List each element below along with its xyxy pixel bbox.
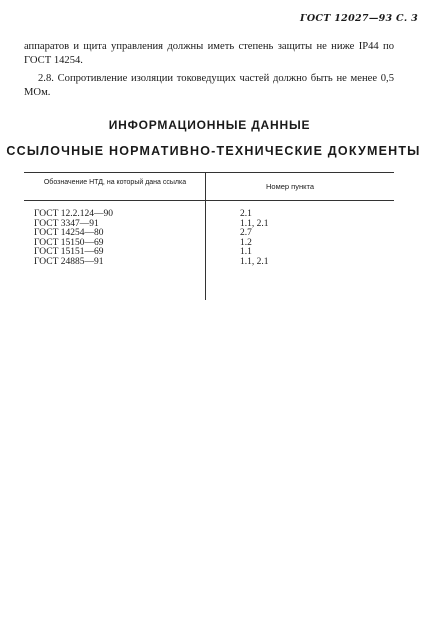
table-cell-clause: 1.1, 2.1 xyxy=(240,218,269,229)
table-cell-clause: 1.1 xyxy=(240,247,252,257)
table-cell-doc: ГОСТ 12.2.124—90 xyxy=(34,209,113,219)
table-cell-doc: ГОСТ 14254—80 xyxy=(34,228,104,238)
table-header-clause: Номер пункта xyxy=(265,182,314,191)
paragraph-2-8: 2.8. Сопротивление изоляции токоведущих частей должно быть не менее 0,5 МОм. xyxy=(24,73,394,98)
table-cell-doc: ГОСТ 15150—69 xyxy=(34,237,104,248)
table-cell-doc: ГОСТ 24885—91 xyxy=(34,256,104,267)
info-subtitle: ССЫЛОЧНЫЕ НОРМАТИВНО-ТЕХНИЧЕСКИЕ ДОКУМЕНТЫ xyxy=(6,144,421,158)
table-column-clauses xyxy=(240,210,269,267)
table-cell-clause: 2.7 xyxy=(240,228,252,238)
table-column-divider xyxy=(205,172,206,300)
table-cell-clause: 2.1 xyxy=(240,209,252,219)
table-cell-doc: ГОСТ 15151—69 xyxy=(34,247,104,257)
paragraph-ip44: аппаратов и щита управления должны иметь степень защиты не ниже IP44 по ГОСТ 14254. xyxy=(24,41,394,66)
running-header: ГОСТ 12027—93 С. 3 xyxy=(300,13,419,24)
table-cell-clause: 1.1, 2.1 xyxy=(240,256,269,267)
table-top-rule xyxy=(24,172,394,173)
table-cell-doc: ГОСТ 3347—91 xyxy=(34,218,99,229)
table-column-documents xyxy=(34,210,113,267)
table-header-rule xyxy=(24,200,394,201)
table-cell-clause: 1.2 xyxy=(240,237,252,248)
table-header-document: Обозначение НТД, на который дана ссылка xyxy=(43,179,187,186)
info-title: ИНФОРМАЦИОННЫЕ ДАННЫЕ xyxy=(108,118,311,132)
